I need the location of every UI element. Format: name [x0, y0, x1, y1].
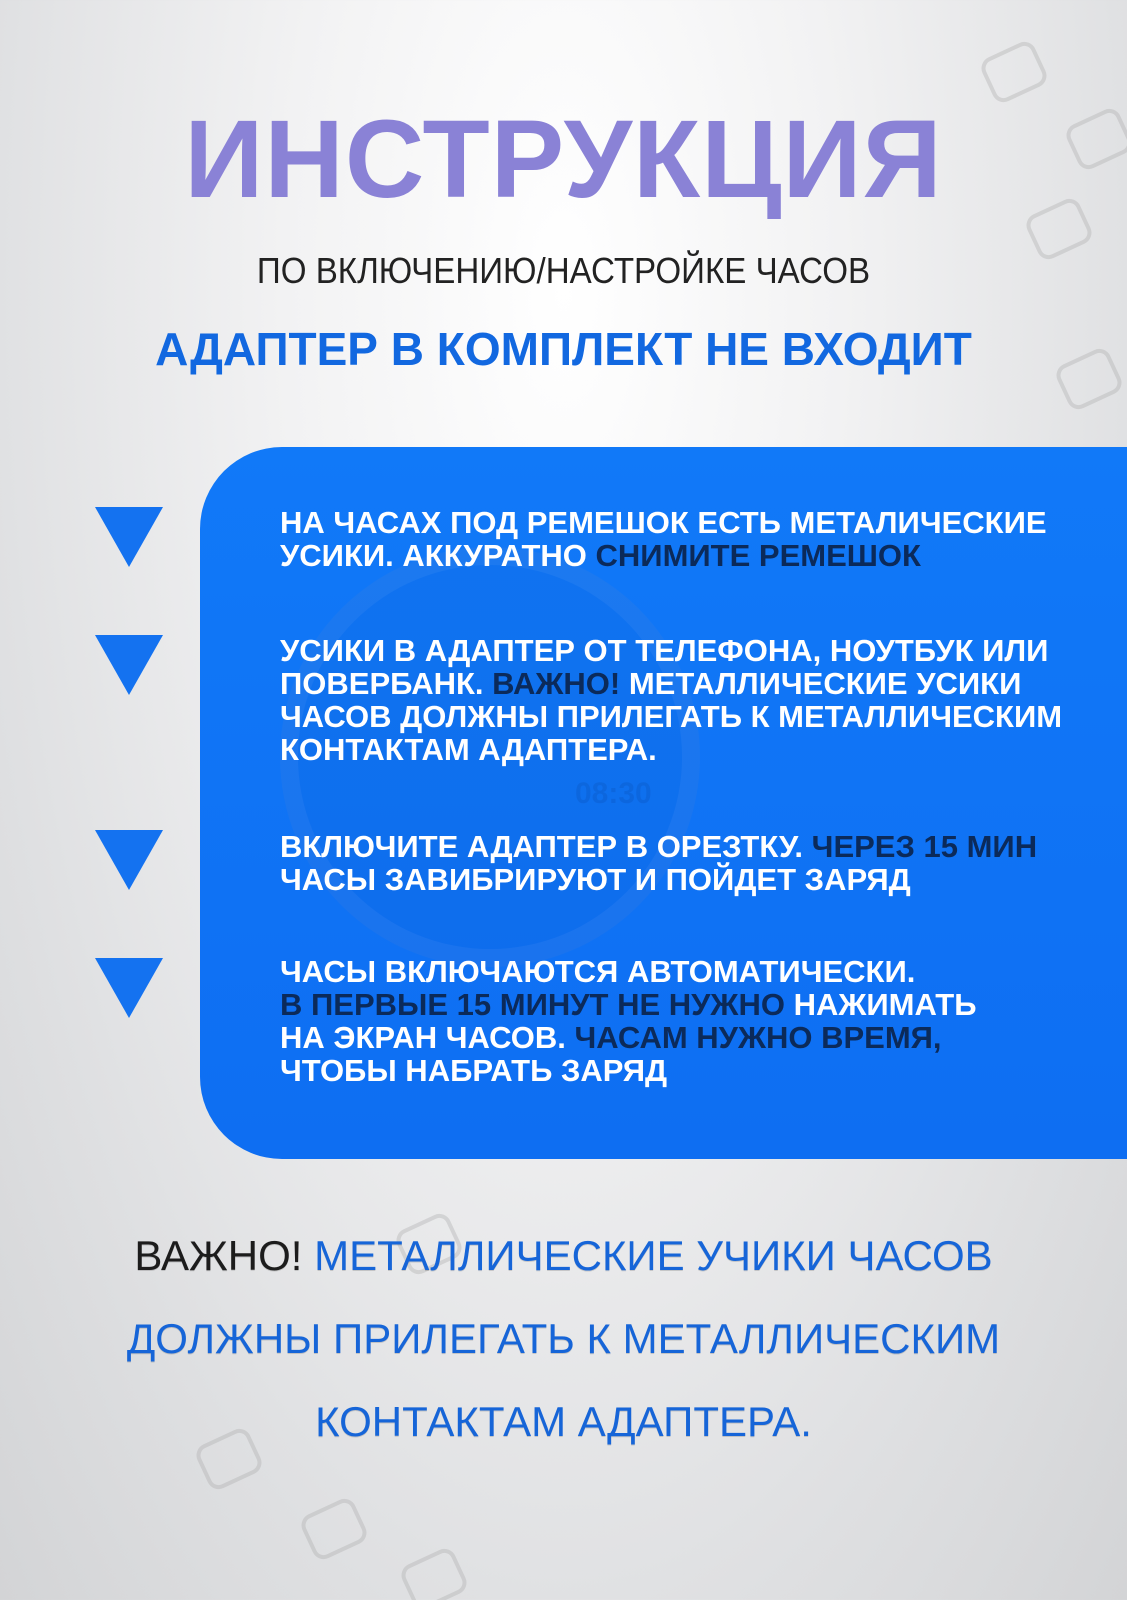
step-highlight: В ПЕРВЫЕ 15 МИНУТ НЕ НУЖНО — [280, 987, 785, 1022]
step-2 — [280, 634, 1062, 766]
step-3 — [280, 830, 1037, 896]
step-1 — [280, 506, 1047, 572]
triangle-down-icon — [95, 507, 163, 567]
important-line-3: КОНТАКТАМ АДАПТЕРА. — [315, 1398, 812, 1445]
important-line-1 — [0, 1232, 1127, 1280]
important-lead: ВАЖНО! — [134, 1232, 303, 1279]
step-highlight: ВАЖНО! — [492, 666, 621, 701]
adapter-notice: АДАПТЕР В КОМПЛЕКТ НЕ ВХОДИТ — [155, 323, 972, 375]
step-text-part: ПОВЕРБАНК. — [280, 666, 493, 701]
step-text: НА ЧАСАХ ПОД РЕМЕШОК ЕСТЬ МЕТАЛИЧЕСКИЕ — [280, 505, 1047, 540]
step-text: ЧАСЫ ЗАВИБРИРУЮТ И ПОЙДЕТ ЗАРЯД — [280, 862, 911, 897]
step-text — [280, 539, 1047, 572]
watermark-time: 08:30 — [575, 777, 652, 810]
step-text-part: МЕТАЛЛИЧЕСКИЕ УСИКИ — [620, 666, 1022, 701]
step-text — [280, 988, 977, 1021]
watch-watermark-icon — [398, 1545, 471, 1600]
watch-watermark-icon — [298, 1495, 371, 1563]
step-text — [280, 1021, 977, 1054]
step-text: ЧАСЫ ВКЛЮЧАЮТСЯ АВТОМАТИЧЕСКИ. — [280, 954, 916, 989]
step-text: ЧАСОВ ДОЛЖНЫ ПРИЛЕГАТЬ К МЕТАЛЛИЧЕСКИМ — [280, 699, 1063, 734]
triangle-down-icon — [95, 958, 163, 1018]
step-4 — [280, 955, 977, 1087]
step-text: КОНТАКТАМ АДАПТЕРА. — [280, 732, 657, 767]
step-text-part: ВКЛЮЧИТЕ АДАПТЕР В ОРЕЗТКУ. — [280, 829, 812, 864]
step-text: УСИКИ В АДАПТЕР ОТ ТЕЛЕФОНА, НОУТБУК ИЛИ — [280, 633, 1049, 668]
step-text-part: НА ЭКРАН ЧАСОВ. — [280, 1020, 575, 1055]
step-text — [280, 667, 1062, 700]
step-text-part: УСИКИ. АККУРАТНО — [280, 538, 596, 573]
step-highlight: СНИМИТЕ РЕМЕШОК — [595, 538, 921, 573]
important-line-2: ДОЛЖНЫ ПРИЛЕГАТЬ К МЕТАЛЛИЧЕСКИМ — [126, 1315, 1001, 1362]
step-highlight: ЧАСАМ НУЖНО ВРЕМЯ, — [574, 1020, 942, 1055]
step-text-part: НАЖИМАТЬ — [784, 987, 977, 1022]
page-title: ИНСТРУКЦИЯ — [184, 98, 943, 221]
step-text: ЧТОБЫ НАБРАТЬ ЗАРЯД — [280, 1053, 668, 1088]
important-text: МЕТАЛЛИЧЕСКИЕ УЧИКИ ЧАСОВ — [302, 1232, 993, 1279]
step-text — [280, 830, 1037, 863]
triangle-down-icon — [95, 830, 163, 890]
page-subtitle: ПО ВКЛЮЧЕНИЮ/НАСТРОЙКЕ ЧАСОВ — [256, 250, 871, 291]
triangle-down-icon — [95, 635, 163, 695]
step-highlight: ЧЕРЕЗ 15 МИН — [811, 829, 1038, 864]
